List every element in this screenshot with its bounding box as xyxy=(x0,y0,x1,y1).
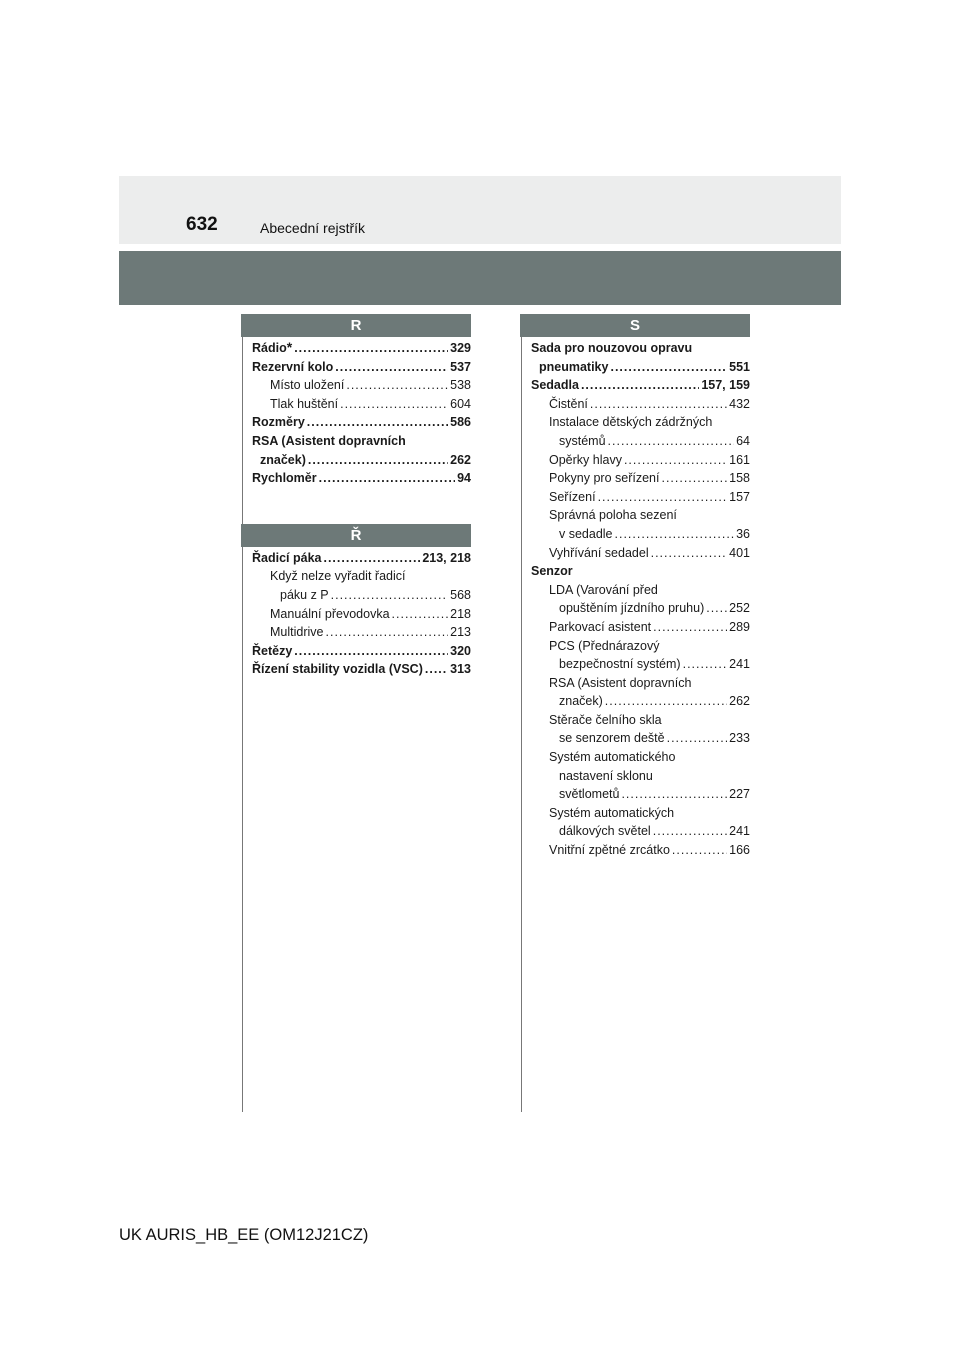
index-entry-page: 401 xyxy=(729,545,750,560)
index-entry-page: 158 xyxy=(729,471,750,486)
index-entry xyxy=(252,376,471,395)
index-entry-label: Senzor xyxy=(531,564,573,579)
index-entry-page: 161 xyxy=(729,452,750,467)
section-letter-r: R xyxy=(241,314,471,337)
dot-leader xyxy=(581,376,699,395)
index-entry: Rádio * ..... 329 xyxy=(252,339,471,358)
dot-leader xyxy=(294,339,448,358)
index-entry-page: 157, 159 xyxy=(701,378,750,393)
dot-leader xyxy=(294,642,448,661)
index-entry xyxy=(252,660,471,679)
index-entry-label: Rezervní kolo xyxy=(252,359,334,374)
index-entry-page: 538 xyxy=(450,378,471,393)
index-entry-label: pneumatiky xyxy=(539,359,609,374)
index-entry-page: 329 xyxy=(450,341,471,355)
index-entry-page: 64 xyxy=(736,433,750,448)
section-r-entries xyxy=(252,339,471,488)
index-entry xyxy=(531,506,750,525)
index-entry xyxy=(531,395,750,414)
dot-leader xyxy=(598,488,728,507)
index-entry-label: Řadicí páka xyxy=(252,550,322,565)
index-entry xyxy=(531,525,750,544)
index-entry-page: 262 xyxy=(729,694,750,709)
index-entry-label: Rozměry xyxy=(252,415,305,430)
index-entry-label: Rychloměr xyxy=(252,471,317,486)
index-entry xyxy=(531,748,750,767)
index-entry-page: 604 xyxy=(450,396,471,411)
index-entry-page: 432 xyxy=(729,396,750,411)
index-entry-label: bezpečnostní systém) xyxy=(559,657,681,672)
index-entry-page: 262 xyxy=(450,452,471,467)
index-entry-page: 320 xyxy=(450,643,471,658)
index-entry xyxy=(252,469,471,488)
index-entry-label: páku z P xyxy=(280,587,329,602)
index-entry-page: 213 xyxy=(450,625,471,640)
index-entry-page: 252 xyxy=(729,601,750,616)
index-entry xyxy=(531,841,750,860)
section-letter-s: S xyxy=(520,314,750,337)
index-entry xyxy=(531,655,750,674)
index-entry xyxy=(252,451,471,470)
index-entry-label: světlometů xyxy=(559,787,620,802)
index-entry-label: Řetězy xyxy=(252,643,293,658)
index-entry xyxy=(531,432,750,451)
index-entry xyxy=(531,767,750,786)
index-entry xyxy=(531,339,750,358)
index-entry xyxy=(531,785,750,804)
index-entry-page: 241 xyxy=(729,824,750,839)
page-title: Abecední rejstřík xyxy=(260,220,366,236)
index-entry-label: Pokyny pro seřízení xyxy=(549,471,660,486)
index-entry xyxy=(531,376,750,395)
index-entry xyxy=(252,642,471,661)
column-divider-left xyxy=(242,314,243,1112)
index-entry-label: LDA (Varování před xyxy=(549,582,658,597)
index-entry-label: Stěrače čelního skla xyxy=(549,712,662,727)
index-entry-page: 166 xyxy=(729,843,750,858)
dot-leader xyxy=(653,618,727,637)
index-entry-label: Parkovací asistent xyxy=(549,619,652,634)
dot-leader xyxy=(667,729,728,748)
index-entry xyxy=(252,395,471,414)
index-entry xyxy=(531,692,750,711)
index-entry-label: opuštěním jízdního pruhu) xyxy=(559,601,705,616)
dot-leader xyxy=(346,376,448,395)
index-entry-label: dálkových světel xyxy=(559,824,651,839)
index-entry-label: Tlak huštění xyxy=(270,396,339,411)
page-number: 632 xyxy=(186,214,218,235)
index-entry-page: 313 xyxy=(450,662,471,677)
dot-leader xyxy=(307,413,448,432)
index-entry-page: 551 xyxy=(729,359,750,374)
dot-leader xyxy=(425,660,448,679)
dot-leader xyxy=(651,544,728,563)
index-entry-page: 289 xyxy=(729,619,750,634)
index-entry xyxy=(252,432,471,451)
dot-leader xyxy=(608,432,735,451)
index-entry-page: 227 xyxy=(729,787,750,802)
index-entry xyxy=(531,729,750,748)
index-entry-page: 568 xyxy=(450,587,471,602)
index-entry-label: Vnitřní zpětné zrcátko xyxy=(549,843,670,858)
index-column-left xyxy=(252,314,471,679)
index-entry-page: 586 xyxy=(450,415,471,430)
index-entry xyxy=(252,358,471,377)
index-entry xyxy=(531,674,750,693)
index-entry-label: Multidrive xyxy=(270,625,324,640)
dot-leader xyxy=(331,586,449,605)
dot-leader xyxy=(653,822,727,841)
index-entry-label: Manuální převodovka xyxy=(270,606,390,621)
dot-leader xyxy=(335,358,448,377)
index-entry-page: 537 xyxy=(450,359,471,374)
index-entry xyxy=(252,413,471,432)
index-entry xyxy=(531,451,750,470)
dot-leader xyxy=(610,358,727,377)
index-entry xyxy=(531,822,750,841)
index-entry-label: RSA (Asistent dopravních xyxy=(252,433,406,448)
dot-leader xyxy=(340,395,448,414)
dot-leader xyxy=(326,623,449,642)
index-entry-label: Sada pro nouzovou opravu xyxy=(531,341,693,355)
index-entry-label: Instalace dětských zádržných xyxy=(549,415,713,430)
index-entry xyxy=(252,605,471,624)
index-entry-page: 36 xyxy=(736,526,750,541)
index-entry-page: 218 xyxy=(450,606,471,621)
index-entry-label: Systém automatických xyxy=(549,805,675,820)
index-entry-label: PCS (Přednárazový xyxy=(549,638,660,653)
index-entry xyxy=(531,413,750,432)
index-entry xyxy=(531,488,750,507)
index-entry-label: v sedadle xyxy=(559,526,613,541)
index-entry-label: Vyhřívání sedadel xyxy=(549,545,649,560)
index-entry xyxy=(531,581,750,600)
index-entry-label: RSA (Asistent dopravních xyxy=(549,675,692,690)
index-entry xyxy=(531,618,750,637)
dot-leader xyxy=(672,841,727,860)
index-entry-label: značek) xyxy=(559,694,603,709)
index-entry-page: 233 xyxy=(729,731,750,746)
index-entry-label: Řízení stability vozidla (VSC) xyxy=(252,662,423,677)
index-entry-label: Rádio xyxy=(252,341,287,355)
dot-leader xyxy=(621,785,727,804)
index-entry-label: Místo uložení xyxy=(270,378,345,393)
index-entry xyxy=(531,544,750,563)
column-divider-right xyxy=(521,314,522,1112)
index-entry xyxy=(531,469,750,488)
index-entry xyxy=(252,549,471,568)
section-letter-rr: Ř xyxy=(241,524,471,547)
dot-leader xyxy=(605,692,727,711)
index-entry xyxy=(252,586,471,605)
dot-leader xyxy=(683,655,728,674)
dot-leader xyxy=(624,451,727,470)
index-entry xyxy=(531,358,750,377)
index-entry-label: Čistění xyxy=(549,396,588,411)
index-entry-label: Seřízení xyxy=(549,489,596,504)
index-entry-label: nastavení sklonu xyxy=(559,768,653,783)
dot-leader xyxy=(590,395,727,414)
index-entry-label: Sedadla xyxy=(531,378,579,393)
index-entry xyxy=(531,637,750,656)
index-entry-label: značek) xyxy=(260,452,306,467)
index-entry xyxy=(252,623,471,642)
index-entry xyxy=(531,562,750,581)
index-entry-label: Systém automatického xyxy=(549,750,676,765)
index-entry xyxy=(531,599,750,618)
index-entry-label: Opěrky hlavy xyxy=(549,452,622,467)
dot-leader xyxy=(319,469,455,488)
dot-leader xyxy=(308,451,448,470)
section-rr-entries xyxy=(252,549,471,679)
index-entry-label: systémů xyxy=(559,433,606,448)
dot-leader xyxy=(615,525,735,544)
document-footer: UK AURIS_HB_EE (OM12J21CZ) xyxy=(119,1226,369,1244)
header-band xyxy=(119,176,841,244)
index-entry-page: 241 xyxy=(729,657,750,672)
index-entry-label: Když nelze vyřadit řadicí xyxy=(270,569,406,584)
index-entry xyxy=(531,711,750,730)
index-column-right xyxy=(531,314,750,860)
index-entry-label: se senzorem deště xyxy=(559,731,665,746)
dot-leader xyxy=(706,599,727,618)
index-entry-page: 157 xyxy=(729,489,750,504)
dot-leader xyxy=(661,469,727,488)
dot-leader xyxy=(323,549,420,568)
index-entry-page: 213, 218 xyxy=(422,550,471,565)
index-entry xyxy=(531,804,750,823)
section-banner xyxy=(119,251,841,305)
index-entry-page: 94 xyxy=(457,471,471,486)
dot-leader xyxy=(392,605,449,624)
index-entry-label: Správná poloha sezení xyxy=(549,508,677,523)
index-entry xyxy=(252,567,471,586)
section-s-entries xyxy=(531,339,750,860)
